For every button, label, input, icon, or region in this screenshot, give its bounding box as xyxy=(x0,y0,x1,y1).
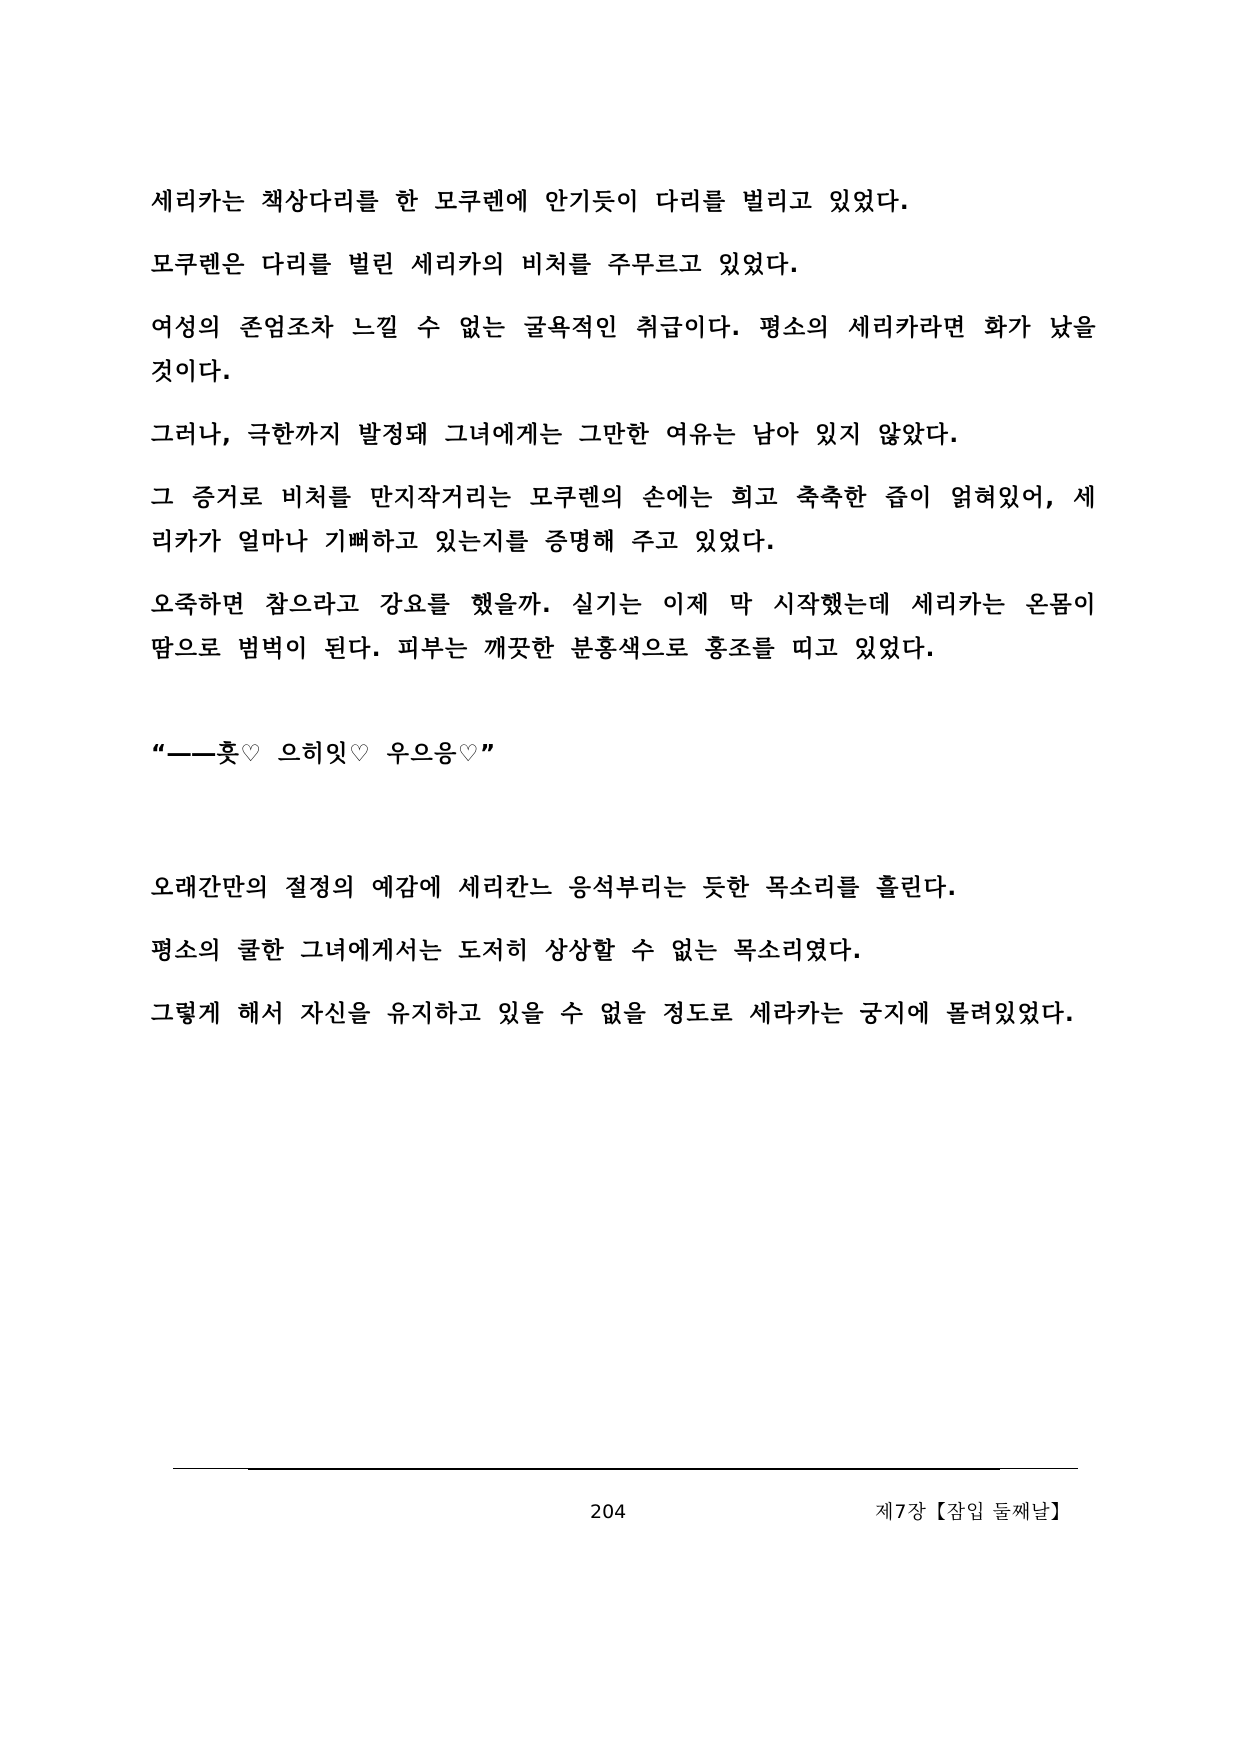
paragraph-2: 모쿠렌은 다리를 벌린 세리카의 비처를 주무르고 있었다. xyxy=(151,252,800,278)
page-number: 204 xyxy=(590,1501,627,1523)
paragraph-9: 그렇게 해서 자신을 유지하고 있을 수 없을 정도로 세라카는 궁지에 몰려있었다. xyxy=(151,1001,1076,1027)
dialogue-line: “――흣♡ 으히잇♡ 우으응♡” xyxy=(151,741,497,767)
paragraph-3: 여성의 존엄조차 느낄 수 없는 굴욕적인 취급이다. 평소의 세리카라면 화가 났을 것이다. xyxy=(151,315,1097,385)
running-chapter-title: 제7장【잠입 둘째날】 xyxy=(875,1501,1071,1523)
paragraph-4: 그러나, 극한까지 발정돼 그녀에게는 그만한 여유는 남아 있지 않았다. xyxy=(151,422,960,448)
paragraph-5: 그 증거로 비처를 만지작거리는 모쿠렌의 손에는 희고 축축한 즙이 얽혀있어, 세리카가 얼마나 기뻐하고 있는지를 증명해 주고 있었다. xyxy=(151,485,1097,555)
paragraph-1: 세리카는 책상다리를 한 모쿠렌에 안기듯이 다리를 벌리고 있었다. xyxy=(151,189,911,215)
paragraph-8: 평소의 쿨한 그녀에게서는 도저히 상상할 수 없는 목소리였다. xyxy=(151,938,863,964)
body-text xyxy=(151,180,1097,1055)
footer-rule-accent xyxy=(248,1468,1000,1470)
paragraph-6: 오죽하면 참으라고 강요를 했을까. 실기는 이제 막 시작했는데 세리카는 온몸이 땀으로 범벅이 된다. 피부는 깨끗한 분홍색으로 홍조를 띠고 있었다. xyxy=(151,592,1097,662)
paragraph-7: 오래간만의 절정의 예감에 세리칸느 응석부리는 듯한 목소리를 흘린다. xyxy=(151,875,958,901)
